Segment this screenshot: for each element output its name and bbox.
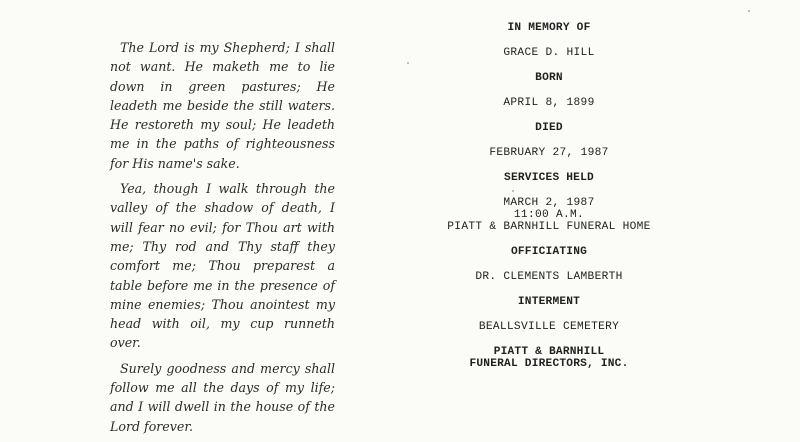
services-heading: SERVICES HELD — [504, 172, 594, 184]
psalm-paragraph-3: Surely goodness and mercy shall follow me all the days of my life; and I will dwell in the house of the Lord forever. — [110, 360, 335, 434]
deceased-name: GRACE D. HILL — [503, 47, 595, 59]
services-time: 11:00 A.M. — [513, 209, 585, 221]
funeral-directors-line-2: FUNERAL DIRECTORS, INC. — [469, 358, 629, 370]
born-date: APRIL 8, 1899 — [503, 97, 595, 109]
psalm-paragraph-1: The Lord is my Shepherd; I shall not want. He maketh me to lie down in green pastures; He leadeth me beside the still waters. He restoreth my soul; He leadeth me in the paths of righteousness for His name's sake. — [110, 40, 335, 171]
officiant-name: DR. CLEMENTS LAMBERTH — [475, 271, 623, 283]
psalm-paragraph-2: Yea, though I walk through the valley of the shadow of death, I will fear no evil; for Thou art with me; Thy rod and Thy staff they comfort me; Thou preparest a table before me in the presence of mine enemies; Thou anointest my head with oil, my cup runneth over. — [110, 181, 335, 351]
memorial-details — [420, 22, 678, 370]
paper-speck — [407, 62, 409, 64]
died-heading: DIED — [535, 122, 563, 134]
cemetery-name: BEALLSVILLE CEMETERY — [478, 321, 620, 333]
paper-speck — [748, 10, 750, 12]
officiating-heading: OFFICIATING — [510, 246, 588, 258]
services-date: MARCH 2, 1987 — [503, 197, 595, 209]
funeral-directors-line-1: PIATT & BARNHILL — [493, 346, 605, 358]
born-heading: BORN — [535, 72, 563, 84]
died-date: FEBRUARY 27, 1987 — [489, 147, 609, 159]
in-memory-heading: IN MEMORY OF — [507, 22, 591, 34]
interment-heading: INTERMENT — [517, 296, 581, 308]
psalm-23-text — [110, 38, 335, 442]
paper-speck — [512, 190, 514, 192]
services-place: PIATT & BARNHILL FUNERAL HOME — [447, 221, 651, 233]
